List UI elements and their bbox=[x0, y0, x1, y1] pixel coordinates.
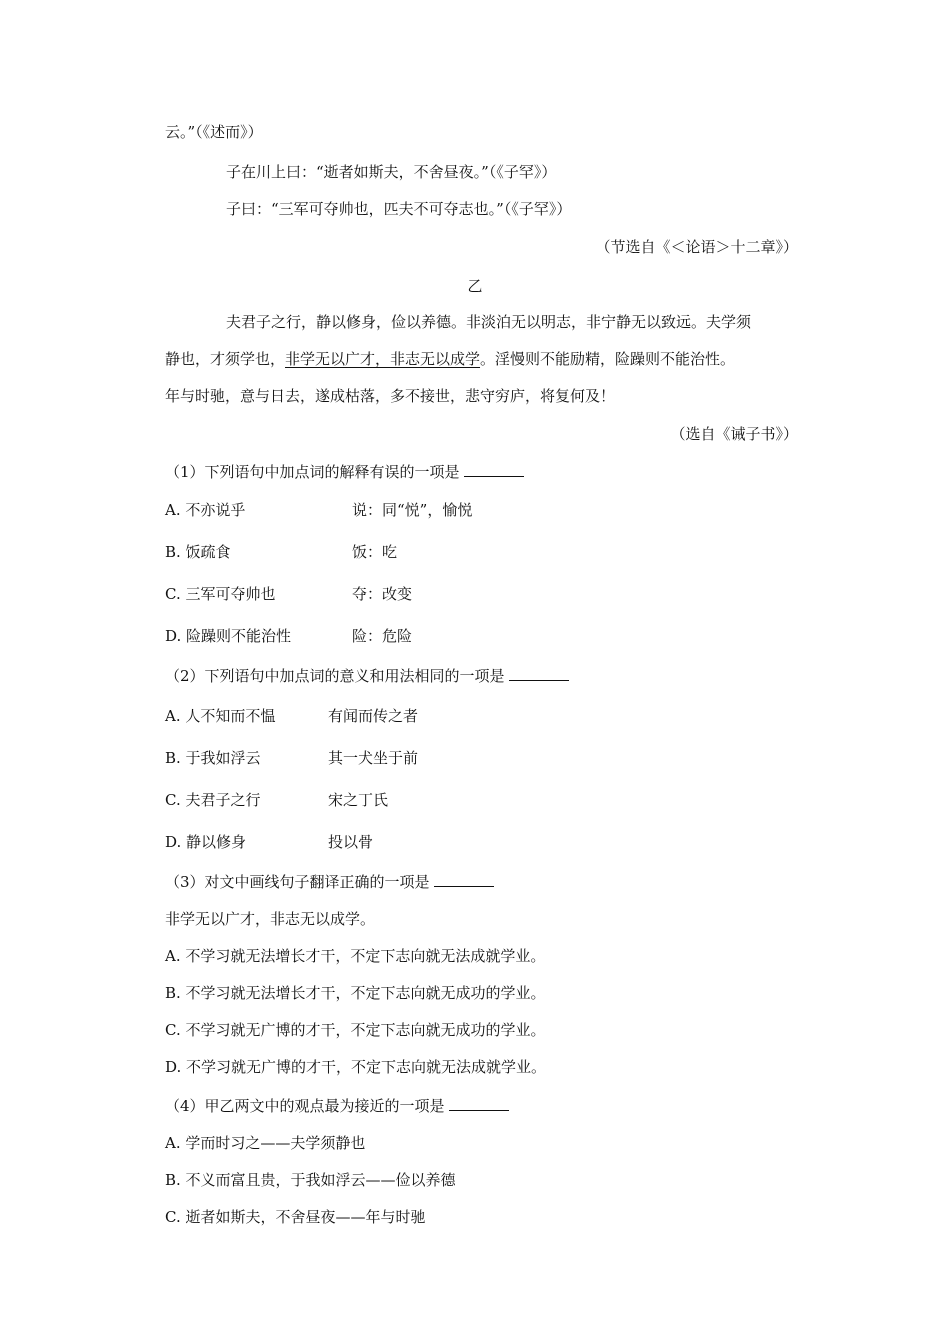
q1-prompt-text: （1）下列语句中加点词的解释有误的一项是 bbox=[165, 463, 460, 481]
q2-option-d: D. 静以修身 bbox=[165, 833, 247, 851]
passage-b-source: （选自《诫子书》） bbox=[670, 425, 798, 443]
q1-option-b: B. 饭疏食 bbox=[165, 543, 231, 561]
q2-option-c: C. 夫君子之行 bbox=[165, 791, 261, 809]
passage-b-line-2 bbox=[165, 349, 735, 369]
q3-option-a: A. 不学习就无法增长才干，不定下志向就无法成就学业。 bbox=[165, 947, 546, 965]
passage-a-source: （节选自《＜论语＞十二章》） bbox=[595, 238, 798, 256]
passage-b-line-2-pre: 静也，才须学也， bbox=[165, 350, 286, 368]
q4-prompt bbox=[165, 1096, 509, 1116]
q4-option-c: C. 逝者如斯夫，不舍昼夜——年与时驰 bbox=[165, 1208, 426, 1226]
q3-prompt bbox=[165, 872, 494, 892]
q2-option-a-compare: 有闻而传之者 bbox=[328, 707, 419, 725]
q2-option-c-compare: 宋之丁氏 bbox=[328, 791, 389, 809]
q3-option-d: D. 不学习就无广博的才干，不定下志向就无法成就学业。 bbox=[165, 1058, 547, 1076]
q1-option-d-gloss: 险：危险 bbox=[352, 627, 413, 645]
q1-option-a-gloss: 说：同“悦”，愉悦 bbox=[352, 501, 473, 519]
q2-answer-blank[interactable] bbox=[509, 666, 569, 681]
q3-option-c: C. 不学习就无广博的才干，不定下志向就无成功的学业。 bbox=[165, 1021, 546, 1039]
q3-option-b: B. 不学习就无法增长才干，不定下志向就无成功的学业。 bbox=[165, 984, 546, 1002]
q2-prompt-text: （2）下列语句中加点词的意义和用法相同的一项是 bbox=[165, 667, 505, 685]
passage-b-heading: 乙 bbox=[467, 277, 483, 295]
q4-prompt-text: （4）甲乙两文中的观点最为接近的一项是 bbox=[165, 1097, 445, 1115]
q1-option-b-gloss: 饭：吃 bbox=[352, 543, 398, 561]
q2-option-b: B. 于我如浮云 bbox=[165, 749, 261, 767]
q4-answer-blank[interactable] bbox=[449, 1096, 509, 1111]
passage-b-line-1: 夫君子之行，静以修身，俭以养德。非淡泊无以明志，非宁静无以致远。夫学须 bbox=[226, 313, 752, 331]
q1-option-d: D. 险躁则不能治性 bbox=[165, 627, 292, 645]
q1-option-c: C. 三军可夺帅也 bbox=[165, 585, 276, 603]
q3-sentence: 非学无以广才，非志无以成学。 bbox=[165, 910, 376, 928]
q2-option-b-compare: 其一犬坐于前 bbox=[328, 749, 419, 767]
q2-option-d-compare: 投以骨 bbox=[328, 833, 374, 851]
q4-option-a: A. 学而时习之——夫学须静也 bbox=[165, 1134, 366, 1152]
passage-a-line-3: 子曰：“三军可夺帅也，匹夫不可夺志也。”（《子罕》） bbox=[226, 200, 572, 218]
q3-answer-blank[interactable] bbox=[434, 872, 494, 887]
underlined-sentence: 非学无以广才，非志无以成学 bbox=[285, 350, 481, 368]
q2-option-a: A. 人不知而不愠 bbox=[165, 707, 276, 725]
passage-a-line-2: 子在川上曰：“逝者如斯夫，不舍昼夜。”（《子罕》） bbox=[226, 163, 557, 181]
q3-prompt-text: （3）对文中画线句子翻译正确的一项是 bbox=[165, 873, 430, 891]
passage-b-line-3: 年与时驰，意与日去，遂成枯落，多不接世，悲守穷庐，将复何及！ bbox=[165, 387, 616, 405]
q2-prompt bbox=[165, 666, 569, 686]
q1-option-c-gloss: 夺：改变 bbox=[352, 585, 413, 603]
q1-option-a: A. 不亦说乎 bbox=[165, 501, 246, 519]
q1-prompt bbox=[165, 462, 524, 482]
passage-a-line-1: 云。”（《述而》） bbox=[165, 123, 263, 141]
q1-answer-blank[interactable] bbox=[464, 462, 524, 477]
passage-b-line-2-post: 。淫慢则不能励精，险躁则不能治性。 bbox=[480, 350, 736, 368]
q4-option-b: B. 不义而富且贵，于我如浮云——俭以养德 bbox=[165, 1171, 456, 1189]
